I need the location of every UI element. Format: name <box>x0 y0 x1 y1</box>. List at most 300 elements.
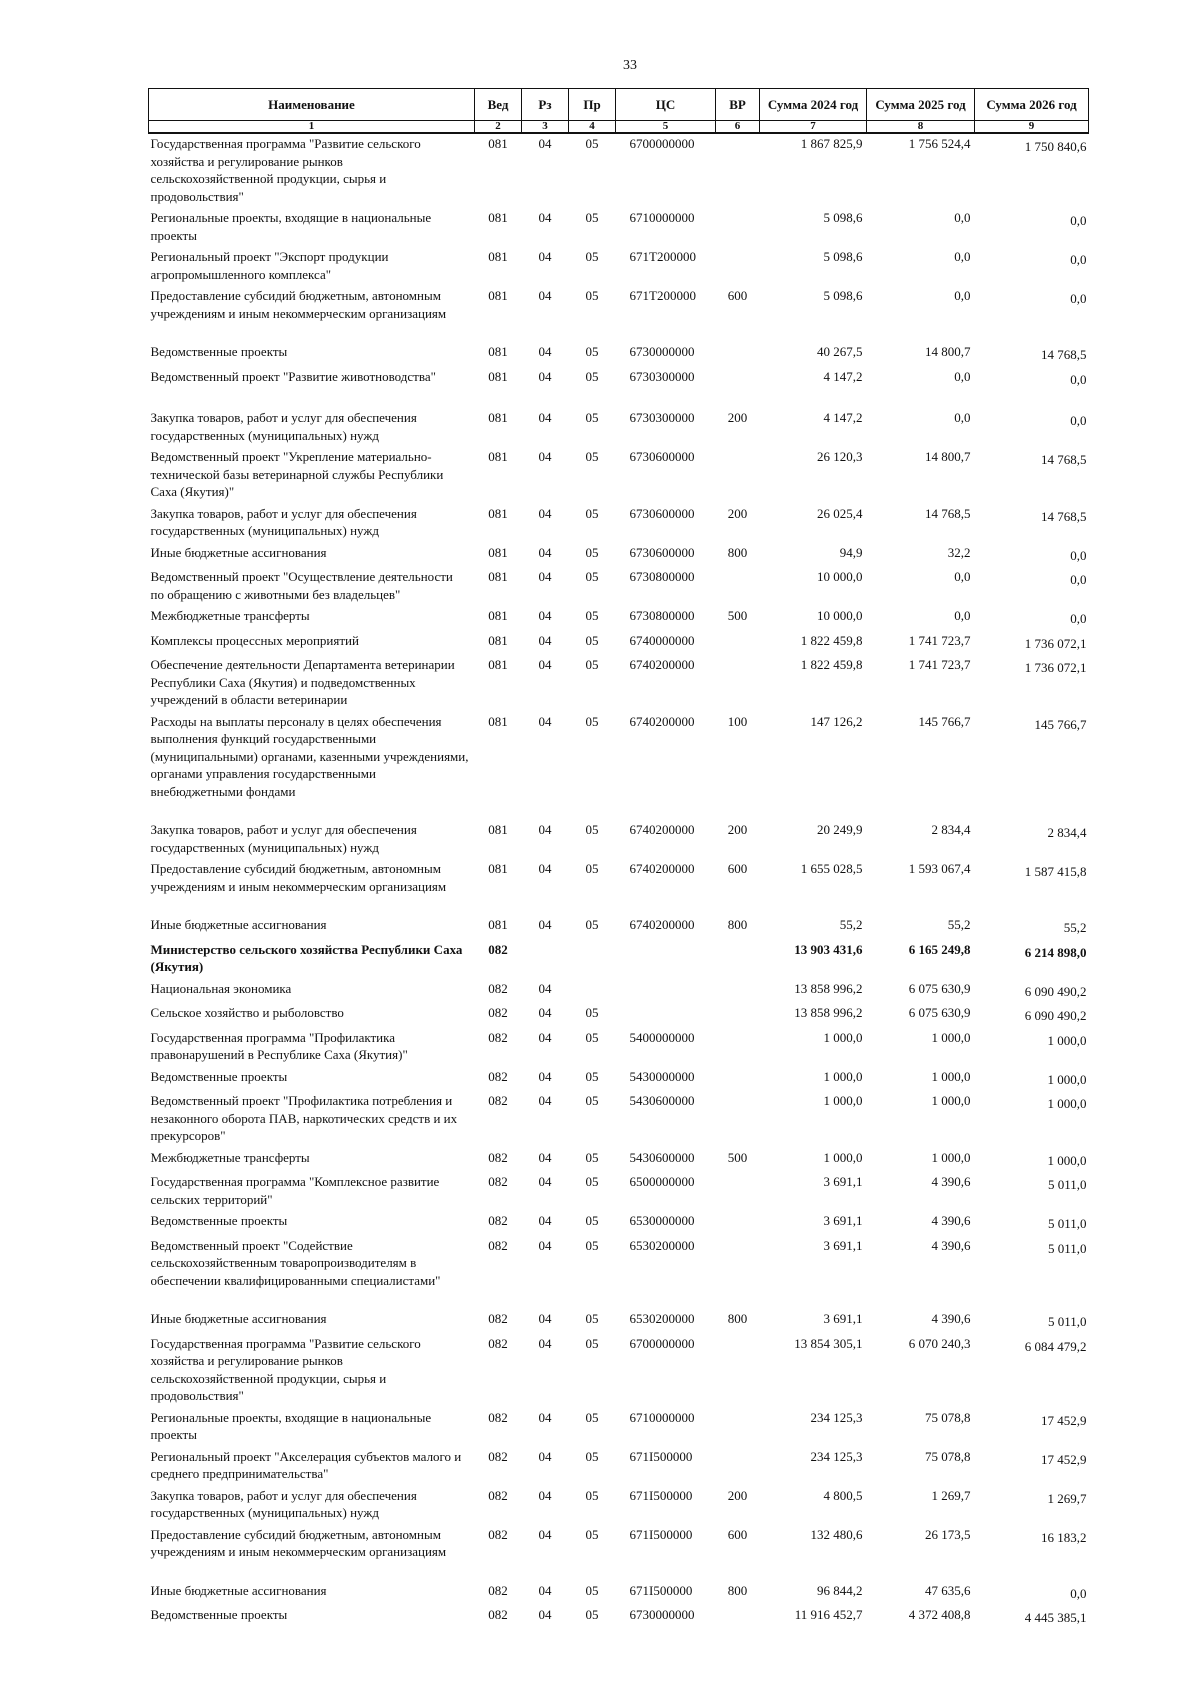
cell-cs: 6730300000 <box>629 410 695 425</box>
cell-pr: 05 <box>585 1005 599 1020</box>
cell-name: Государственная программа "Профилактика правонарушений в Республике Саха (Якутия)" <box>150 1029 408 1062</box>
cell-sum-2025: 32,2 <box>947 544 971 560</box>
cell-sum-2025: 75 078,8 <box>925 1448 971 1464</box>
cell-sum-2024: 1 867 825,9 <box>800 136 863 151</box>
table-row <box>149 543 1089 568</box>
cell-sum-2026: 1 587 415,8 <box>1024 864 1087 879</box>
cell-ved: 082 <box>488 1005 508 1020</box>
cell-vr <box>716 208 760 247</box>
cell-cs: 6730800000 <box>629 608 695 623</box>
cell-cs: 671I500000 <box>629 1526 693 1542</box>
cell-ved: 082 <box>488 1409 508 1425</box>
cell-pr: 05 <box>585 505 599 521</box>
cell-ved: 081 <box>488 136 508 151</box>
cell-sum-2025: 14 800,7 <box>925 449 971 464</box>
cell-vr: 600 <box>727 1526 748 1542</box>
col-header-sum-2024: Сумма 2024 год <box>760 89 867 121</box>
cell-ved: 082 <box>488 1526 508 1542</box>
table-row <box>149 1408 1089 1447</box>
col-header-ved: Вед <box>475 89 522 121</box>
cell-sum-2025: 4 390,6 <box>931 1174 971 1189</box>
cell-rz: 04 <box>538 1526 552 1542</box>
cell-name: Ведомственный проект "Профилактика потребления и незаконного оборота ПАВ, наркотических средств и их прекурсоров" <box>150 1093 458 1143</box>
cell-ved: 081 <box>488 632 508 648</box>
cell-name: Иные бюджетные ассигнования <box>150 544 327 560</box>
cell-sum-2026: 14 768,5 <box>1041 452 1087 467</box>
table-row <box>149 367 1089 409</box>
cell-ved: 082 <box>488 1607 508 1622</box>
cell-sum-2025: 1 269,7 <box>931 1487 971 1503</box>
cell-ved: 081 <box>488 713 508 729</box>
cell-cs: 6700000000 <box>629 1335 695 1351</box>
col-header-cs: ЦС <box>616 89 716 121</box>
table-row <box>149 1447 1089 1486</box>
cell-rz: 04 <box>538 1029 552 1045</box>
cell-sum-2026: 16 183,2 <box>1041 1529 1087 1545</box>
cell-name: Региональный проект "Акселерация субъектов малого и среднего предпринимательства" <box>150 1448 462 1481</box>
cell-sum-2024: 234 125,3 <box>810 1448 863 1464</box>
cell-sum-2026: 0,0 <box>1070 413 1087 428</box>
cell-pr: 05 <box>585 657 599 672</box>
cell-sum-2026: 1 750 840,6 <box>1024 139 1087 154</box>
table-row <box>149 1067 1089 1092</box>
cell-sum-2026: 5 011,0 <box>1047 1240 1087 1256</box>
cell-ved: 082 <box>488 1582 508 1598</box>
cell-cs: 6530000000 <box>629 1213 695 1228</box>
cell-cs <box>616 979 716 1004</box>
cell-vr <box>716 247 760 286</box>
table-row <box>149 712 1089 821</box>
cell-pr: 05 <box>585 608 599 623</box>
cell-rz: 04 <box>538 1582 552 1598</box>
cell-sum-2026: 0,0 <box>1070 1585 1087 1601</box>
table-row <box>149 940 1089 979</box>
cell-sum-2024: 11 916 452,7 <box>794 1607 863 1622</box>
cell-pr: 05 <box>585 861 599 876</box>
cell-sum-2025: 1 593 067,4 <box>908 861 971 876</box>
cell-ved: 082 <box>488 1213 508 1228</box>
cell-sum-2025: 4 390,6 <box>931 1213 971 1228</box>
cell-rz: 04 <box>538 1335 552 1351</box>
cell-cs: 671I500000 <box>629 1582 693 1598</box>
cell-name: Закупка товаров, работ и услуг для обеспечения государственных (муниципальных) нужд <box>150 1487 417 1520</box>
column-number: 3 <box>522 121 569 134</box>
cell-vr <box>716 1605 760 1630</box>
cell-sum-2024: 10 000,0 <box>817 569 863 584</box>
cell-sum-2025: 4 372 408,8 <box>908 1607 971 1622</box>
table-row <box>149 1028 1089 1067</box>
table-row <box>149 820 1089 859</box>
cell-sum-2025: 26 173,5 <box>925 1526 971 1542</box>
cell-vr: 100 <box>727 713 748 729</box>
cell-sum-2024: 26 120,3 <box>817 449 863 464</box>
cell-cs: 671I500000 <box>629 1487 693 1503</box>
cell-rz: 04 <box>538 1068 552 1084</box>
cell-sum-2026: 5 011,0 <box>1047 1314 1087 1329</box>
cell-sum-2024: 3 691,1 <box>823 1174 863 1189</box>
cell-pr: 05 <box>585 569 599 584</box>
cell-sum-2026: 6 214 898,0 <box>1024 944 1087 960</box>
cell-vr <box>716 342 760 367</box>
cell-vr: 200 <box>727 1487 748 1503</box>
cell-sum-2026: 6 084 479,2 <box>1024 1338 1087 1354</box>
table-row <box>149 915 1089 940</box>
cell-sum-2024: 3 691,1 <box>823 1213 863 1228</box>
cell-cs: 5400000000 <box>629 1029 695 1045</box>
cell-sum-2025: 1 756 524,4 <box>908 136 971 151</box>
cell-sum-2025: 14 768,5 <box>925 505 971 521</box>
table-row <box>149 1309 1089 1334</box>
cell-name: Региональные проекты, входящие в национальные проекты <box>150 1409 432 1442</box>
cell-rz: 04 <box>538 1487 552 1503</box>
cell-name: Ведомственные проекты <box>150 1213 288 1228</box>
table-row <box>149 1236 1089 1310</box>
cell-rz: 04 <box>538 410 552 425</box>
cell-vr: 200 <box>727 410 748 425</box>
cell-vr <box>716 447 760 504</box>
cell-name: Иные бюджетные ассигнования <box>150 917 327 932</box>
cell-sum-2026: 1 000,0 <box>1047 1071 1087 1087</box>
cell-ved: 081 <box>488 569 508 584</box>
cell-sum-2026: 17 452,9 <box>1041 1451 1087 1467</box>
cell-vr <box>716 567 760 606</box>
cell-rz: 04 <box>538 288 552 303</box>
cell-vr <box>716 133 760 208</box>
cell-ved: 081 <box>488 608 508 623</box>
cell-rz: 04 <box>538 569 552 584</box>
table-row <box>149 979 1089 1004</box>
cell-cs: 671Т200000 <box>629 249 696 264</box>
cell-cs: 5430000000 <box>629 1068 695 1084</box>
cell-rz: 04 <box>538 1093 552 1108</box>
cell-ved: 081 <box>488 410 508 425</box>
table-row <box>149 1581 1089 1606</box>
cell-cs: 6740200000 <box>629 713 695 729</box>
cell-name: Ведомственный проект "Развитие животноводства" <box>150 368 436 384</box>
cell-pr: 05 <box>585 1409 599 1425</box>
column-number: 1 <box>149 121 475 134</box>
cell-pr: 05 <box>585 1093 599 1108</box>
cell-name: Расходы на выплаты персоналу в целях обеспечения выполнения функций государственными (муниципальными) органами, казенными учреждениями, органами управления государственными внебюджетными фондами <box>150 713 469 799</box>
cell-cs <box>616 1003 716 1028</box>
cell-ved: 082 <box>488 1149 508 1165</box>
cell-name: Региональный проект "Экспорт продукции агропромышленного комплекса" <box>150 249 389 282</box>
cell-vr <box>716 1091 760 1148</box>
cell-vr <box>716 979 760 1004</box>
cell-pr <box>569 940 616 979</box>
cell-cs: 6710000000 <box>629 210 695 225</box>
cell-name: Предоставление субсидий бюджетным, автономным учреждениям и иным некоммерческим организациям <box>150 288 447 321</box>
cell-vr <box>716 1447 760 1486</box>
cell-pr: 05 <box>585 449 599 464</box>
cell-pr: 05 <box>585 368 599 384</box>
cell-cs: 5430600000 <box>629 1149 695 1165</box>
cell-rz: 04 <box>538 136 552 151</box>
cell-sum-2026: 2 834,4 <box>1047 825 1087 840</box>
cell-sum-2025: 0,0 <box>954 569 971 584</box>
cell-sum-2024: 55,2 <box>839 917 863 932</box>
cell-pr: 05 <box>585 822 599 837</box>
cell-name: Ведомственные проекты <box>150 1607 288 1622</box>
cell-ved: 082 <box>488 1487 508 1503</box>
table-row <box>149 408 1089 447</box>
table-row <box>149 1211 1089 1236</box>
cell-cs: 6710000000 <box>629 1409 695 1425</box>
cell-ved: 082 <box>488 1335 508 1351</box>
cell-sum-2025: 1 000,0 <box>931 1149 971 1165</box>
cell-sum-2024: 20 249,9 <box>817 822 863 837</box>
table-row <box>149 208 1089 247</box>
cell-name: Предоставление субсидий бюджетным, автономным учреждениям и иным некоммерческим организациям <box>150 861 447 894</box>
table-row <box>149 1525 1089 1581</box>
cell-rz: 04 <box>538 368 552 384</box>
table-row <box>149 504 1089 543</box>
cell-rz: 04 <box>538 1448 552 1464</box>
cell-vr: 200 <box>727 822 748 837</box>
cell-vr: 800 <box>727 544 748 560</box>
cell-sum-2026: 0,0 <box>1070 547 1087 563</box>
cell-sum-2025: 1 741 723,7 <box>908 632 971 648</box>
cell-sum-2024: 4 147,2 <box>823 368 863 384</box>
cell-sum-2026: 0,0 <box>1070 572 1087 587</box>
cell-vr <box>716 1211 760 1236</box>
cell-ved: 081 <box>488 657 508 672</box>
cell-cs: 6740200000 <box>629 822 695 837</box>
cell-name: Закупка товаров, работ и услуг для обеспечения государственных (муниципальных) нужд <box>150 505 417 538</box>
cell-ved: 081 <box>488 449 508 464</box>
cell-vr <box>716 631 760 656</box>
cell-ved: 081 <box>488 544 508 560</box>
cell-sum-2025: 0,0 <box>954 368 971 384</box>
cell-vr <box>716 1067 760 1092</box>
cell-name: Предоставление субсидий бюджетным, автономным учреждениям и иным некоммерческим организациям <box>150 1526 447 1559</box>
cell-pr: 05 <box>585 1607 599 1622</box>
cell-ved: 081 <box>488 505 508 521</box>
cell-sum-2024: 1 000,0 <box>823 1149 863 1165</box>
cell-sum-2025: 6 075 630,9 <box>908 980 971 996</box>
cell-cs: 5430600000 <box>629 1093 695 1108</box>
cell-sum-2024: 5 098,6 <box>823 249 863 264</box>
cell-sum-2026: 5 011,0 <box>1047 1177 1087 1192</box>
cell-sum-2026: 1 000,0 <box>1047 1096 1087 1111</box>
table-row <box>149 1091 1089 1148</box>
cell-rz: 04 <box>538 608 552 623</box>
cell-pr: 05 <box>585 288 599 303</box>
cell-sum-2025: 0,0 <box>954 249 971 264</box>
cell-sum-2025: 55,2 <box>947 917 971 932</box>
cell-ved: 081 <box>488 368 508 384</box>
cell-sum-2026: 4 445 385,1 <box>1024 1610 1087 1625</box>
cell-sum-2024: 1 000,0 <box>823 1029 863 1045</box>
cell-pr: 05 <box>585 544 599 560</box>
cell-cs: 6730000000 <box>629 344 695 359</box>
cell-sum-2024: 1 822 459,8 <box>800 632 863 648</box>
cell-name: Обеспечение деятельности Департамента ветеринарии Республики Саха (Якутия) и подведомственных учреждений в области ветеринарии <box>150 657 455 707</box>
cell-sum-2026: 55,2 <box>1063 920 1087 935</box>
table-row <box>149 606 1089 631</box>
cell-sum-2024: 132 480,6 <box>810 1526 863 1542</box>
cell-sum-2025: 2 834,4 <box>931 822 971 837</box>
cell-vr <box>716 1408 760 1447</box>
cell-sum-2024: 3 691,1 <box>823 1237 863 1253</box>
cell-sum-2024: 1 655 028,5 <box>800 861 863 876</box>
cell-cs: 6730300000 <box>629 368 695 384</box>
cell-ved: 081 <box>488 210 508 225</box>
column-number: 6 <box>716 121 760 134</box>
cell-ved: 082 <box>488 1237 508 1253</box>
cell-cs: 6530200000 <box>629 1311 695 1326</box>
cell-pr: 05 <box>585 1149 599 1165</box>
cell-pr: 05 <box>585 1311 599 1326</box>
table-row <box>149 1003 1089 1028</box>
cell-name: Государственная программа "Комплексное развитие сельских территорий" <box>150 1174 440 1207</box>
cell-ved: 082 <box>488 1174 508 1189</box>
column-number: 2 <box>475 121 522 134</box>
cell-ved: 082 <box>488 980 508 996</box>
cell-name: Ведомственные проекты <box>150 344 288 359</box>
cell-sum-2024: 5 098,6 <box>823 210 863 225</box>
cell-pr: 05 <box>585 917 599 932</box>
cell-ved: 082 <box>488 1093 508 1108</box>
cell-ved: 081 <box>488 249 508 264</box>
column-number: 7 <box>760 121 867 134</box>
page-number: 33 <box>623 58 637 73</box>
cell-name: Региональные проекты, входящие в национальные проекты <box>150 210 432 243</box>
table-row <box>149 655 1089 712</box>
cell-vr <box>716 1003 760 1028</box>
cell-cs: 6740200000 <box>629 657 695 672</box>
cell-vr: 800 <box>727 1582 748 1598</box>
cell-rz <box>522 940 569 979</box>
col-header-pr: Пр <box>569 89 616 121</box>
column-number: 9 <box>975 121 1089 134</box>
cell-rz: 04 <box>538 1311 552 1326</box>
cell-pr: 05 <box>585 1582 599 1598</box>
column-number: 8 <box>867 121 975 134</box>
cell-cs: 6700000000 <box>629 136 695 151</box>
cell-vr: 200 <box>727 505 748 521</box>
cell-cs: 6740200000 <box>629 861 695 876</box>
budget-table-container <box>148 88 1088 1630</box>
cell-name: Комплексы процессных мероприятий <box>150 632 359 648</box>
cell-sum-2024: 96 844,2 <box>817 1582 863 1598</box>
cell-rz: 04 <box>538 1607 552 1622</box>
table-row <box>149 1172 1089 1211</box>
cell-sum-2024: 10 000,0 <box>817 608 863 623</box>
cell-sum-2024: 1 000,0 <box>823 1093 863 1108</box>
cell-ved: 082 <box>488 1068 508 1084</box>
table-row <box>149 1486 1089 1525</box>
cell-pr: 05 <box>585 1174 599 1189</box>
cell-sum-2024: 1 822 459,8 <box>800 657 863 672</box>
cell-pr: 05 <box>585 249 599 264</box>
col-header-sum-2026: Сумма 2026 год <box>975 89 1089 121</box>
cell-pr: 05 <box>585 1487 599 1503</box>
cell-name: Ведомственный проект "Осуществление деятельности по обращению с животными без владельцев" <box>150 569 453 602</box>
cell-rz: 04 <box>538 861 552 876</box>
cell-ved: 082 <box>488 1029 508 1045</box>
cell-cs: 6740000000 <box>629 632 695 648</box>
table-row <box>149 447 1089 504</box>
table-row <box>149 133 1089 208</box>
cell-rz: 04 <box>538 822 552 837</box>
table-row <box>149 247 1089 286</box>
cell-rz: 04 <box>538 980 552 996</box>
cell-rz: 04 <box>538 917 552 932</box>
cell-sum-2026: 1 736 072,1 <box>1024 635 1087 651</box>
cell-sum-2025: 6 165 249,8 <box>908 941 971 957</box>
cell-sum-2025: 4 390,6 <box>931 1311 971 1326</box>
cell-rz: 04 <box>538 713 552 729</box>
cell-pr: 05 <box>585 1213 599 1228</box>
cell-sum-2026: 1 736 072,1 <box>1024 660 1087 675</box>
cell-sum-2025: 4 390,6 <box>931 1237 971 1253</box>
cell-name: Ведомственный проект "Содействие сельскохозяйственным товаропроизводителям в обеспечении квалифицированными специалистами" <box>150 1237 441 1288</box>
cell-name: Ведомственные проекты <box>150 1068 288 1084</box>
cell-sum-2025: 1 000,0 <box>931 1093 971 1108</box>
cell-pr: 05 <box>585 1029 599 1045</box>
table-row <box>149 631 1089 656</box>
cell-sum-2024: 4 800,5 <box>823 1487 863 1503</box>
cell-rz: 04 <box>538 449 552 464</box>
table-row <box>149 1148 1089 1173</box>
cell-sum-2025: 0,0 <box>954 410 971 425</box>
cell-ved: 081 <box>488 822 508 837</box>
cell-rz: 04 <box>538 505 552 521</box>
cell-sum-2025: 1 000,0 <box>931 1029 971 1045</box>
cell-sum-2026: 5 011,0 <box>1047 1216 1087 1231</box>
cell-sum-2024: 26 025,4 <box>817 505 863 521</box>
cell-sum-2026: 1 000,0 <box>1047 1032 1087 1048</box>
cell-sum-2026: 17 452,9 <box>1041 1412 1087 1428</box>
cell-cs: 6730600000 <box>629 505 695 521</box>
cell-rz: 04 <box>538 1149 552 1165</box>
table-row <box>149 1605 1089 1630</box>
cell-sum-2025: 0,0 <box>954 210 971 225</box>
cell-rz: 04 <box>538 210 552 225</box>
cell-name: Межбюджетные трансферты <box>150 608 310 623</box>
cell-sum-2026: 14 768,5 <box>1041 347 1087 362</box>
cell-sum-2026: 0,0 <box>1070 291 1087 306</box>
cell-pr: 05 <box>585 1526 599 1542</box>
col-header-rz: Рз <box>522 89 569 121</box>
cell-cs: 671Т200000 <box>629 288 696 303</box>
cell-vr <box>716 655 760 712</box>
cell-vr: 600 <box>727 861 748 876</box>
cell-ved: 082 <box>488 1448 508 1464</box>
cell-cs: 671I500000 <box>629 1448 693 1464</box>
col-header-vr: ВР <box>716 89 760 121</box>
cell-sum-2025: 47 635,6 <box>925 1582 971 1598</box>
cell-name: Межбюджетные трансферты <box>150 1149 310 1165</box>
col-header-sum-2025: Сумма 2025 год <box>867 89 975 121</box>
cell-rz: 04 <box>538 1213 552 1228</box>
cell-sum-2024: 13 858 996,2 <box>794 980 863 996</box>
cell-sum-2024: 13 903 431,6 <box>794 941 863 957</box>
cell-sum-2026: 14 768,5 <box>1041 508 1087 524</box>
column-number: 5 <box>616 121 716 134</box>
cell-vr <box>716 1236 760 1310</box>
cell-sum-2026: 1 000,0 <box>1047 1152 1087 1168</box>
cell-name: Иные бюджетные ассигнования <box>150 1582 327 1598</box>
cell-pr: 05 <box>585 1335 599 1351</box>
table-row <box>149 286 1089 342</box>
cell-sum-2025: 6 075 630,9 <box>908 1005 971 1020</box>
cell-cs: 6530200000 <box>629 1237 695 1253</box>
cell-sum-2025: 0,0 <box>954 608 971 623</box>
cell-sum-2025: 6 070 240,3 <box>908 1335 971 1351</box>
budget-table <box>148 88 1089 1630</box>
